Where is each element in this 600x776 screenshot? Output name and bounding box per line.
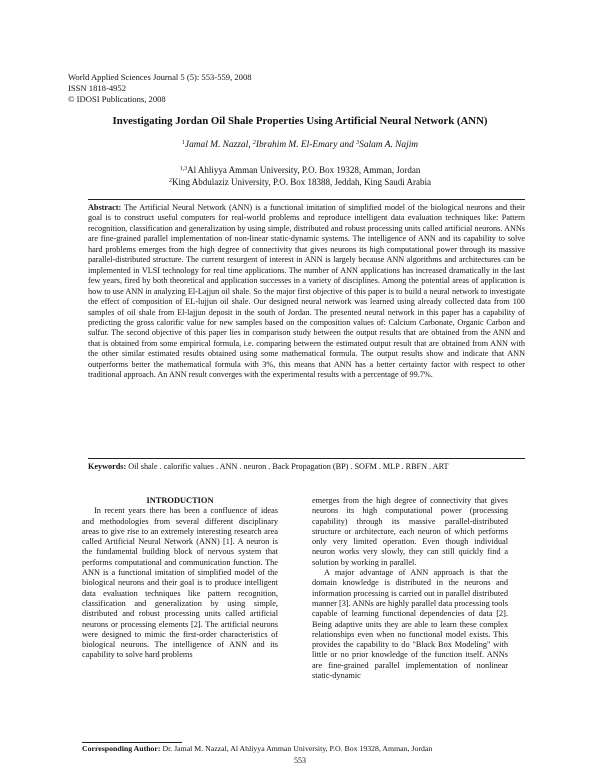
- affiliation-1-text: Al Ahliyya Amman University, P.O. Box 19328, Amman, Jordan: [187, 165, 421, 175]
- intro-paragraph-3: A major advantage of ANN approach is that the domain knowledge is distributed in the neurons and information processing is carried out in parallel distributed manner [3]. ANNs are highly parallel data processing tools capable of learning functional dependencies of data [2]. Being adaptive units they are able to learn these complex relationships even when no functional model exists. This provides the capability to do "Black Box Modeling" with little or no prior knowledge of the function itself. ANNs are fine-grained parallel implementation of nonlinear static-dynamic: [312, 568, 508, 681]
- keywords-text: Oil shale . calorific values . ANN . neuron . Back Propagation (BP) . SOFM . MLP . RBFN . ART: [128, 462, 449, 471]
- affiliation-1-sup: 1,3: [179, 166, 188, 172]
- abstract-bottom-rule: [88, 458, 525, 459]
- footnote-rule: [82, 742, 182, 743]
- journal-copyright: © IDOSI Publications, 2008: [68, 94, 166, 104]
- corresponding-label: Corresponding Author:: [82, 744, 161, 753]
- affiliations: [60, 164, 540, 188]
- abstract-label: Abstract:: [88, 203, 122, 212]
- keywords: [88, 462, 525, 473]
- left-column: [82, 496, 278, 661]
- abstract: [88, 203, 525, 381]
- keywords-label: Keywords:: [88, 462, 127, 471]
- journal-header: [68, 72, 252, 105]
- right-column: [312, 496, 508, 681]
- journal-issn: ISSN 1818-4952: [68, 83, 127, 93]
- abstract-text: The Artificial Neural Network (ANN) is a functional imitation of simplified model of the biological neurons and their goal is to construct useful computers for real-world problems and reproduce intelligent data evaluation techniques like: Pattern recognition, classification and generalization by using simple, distributed and robust processing units called artificial neurons. ANNs are fine-grained parallel implementation of non-linear static-dynamic systems. The intelligence of ANN and its capability to solve hard problems emerges from the high degree of connectivity that gives neurons its high computational power through its massive parallel-distributed structure. The current resurgent of interest in ANN is largely because ANN algorithms and architectures can be implemented in VLSI technology for real time applications. The number of ANN applications has increased dramatically in the last few years, fired by both theoretical and application successes in a variety of disciplines. Among the potential areas of application is how to use ANN in analyzing El-Lajjun oil shale. So the major first objective of this paper is to build a neural network to investigate the effect of composition of EL-lujjun oil shale. Our designed neural network was learned using already collected data from 100 samples of oil shale from El-lajjun deposit in the south of Jordan. The presented neural network in this paper has a capability of predicting the gross calorific value for new samples based on the composition values of: Calcium Carbonate, Organic Carbon and sulfur. The second objective of this paper lies in comparison study between the output results that are obtained from the ANN and that is obtained from some empirical formula, i.e. comparing between the estimated output result that are obtained from ANN with the other similar estimated results obtained using some mathematical formula. The output results show and indicate that ANN outperforms better the mathematical formula with 3%, this means that ANN has a better certainty factor with respect to other traditional approach. An ANN result converges with the experimental results with a percentage of 99.7%.: [88, 203, 525, 380]
- paper-title: Investigating Jordan Oil Shale Properties Using Artificial Neural Network (ANN): [112, 115, 488, 127]
- author-3-name: Salam A. Najim: [359, 140, 419, 150]
- author-list: [60, 140, 540, 150]
- author-3-sup: 3: [356, 140, 360, 146]
- corresponding-author: [82, 744, 432, 753]
- author-2-sup: 2: [252, 140, 256, 146]
- affiliation-2-text: King Abdulaziz University, P.O. Box 18388, Jeddah, King Saudi Arabia: [172, 177, 431, 187]
- section-heading-introduction: INTRODUCTION: [146, 496, 214, 505]
- abstract-top-rule: [88, 199, 525, 200]
- author-2-name: Ibrahim M. El-Emary and: [255, 140, 357, 150]
- author-1-name: Jamal M. Nazzal,: [184, 140, 253, 150]
- corresponding-text: Dr. Jamal M. Nazzal, Al Ahliyya Amman University, P.O. Box 19328, Amman, Jordan: [162, 744, 433, 753]
- affiliation-2-sup: 2: [169, 178, 173, 184]
- affiliation-1: [60, 164, 540, 176]
- intro-paragraph-1: In recent years there has been a confluence of ideas and methodologies from several different disciplinary areas to give rise to an extremely interesting research area called Artificial Neural Network (ANN) [1]. A neuron is the fundamental building block of nervous system that performs computational and communication function. The ANN is a functional imitation of simplified model of the biological neurons and their goal is to produce intelligent data evaluation techniques like pattern recognition, classification and generalization by using simple, distributed and robust processing units called artificial neurons or processing elements [2]. The artificial neurons were designed to mimic the first-order characteristics of biological neurons. The intelligence of ANN and its capability to solve hard problems: [82, 506, 278, 660]
- affiliation-2: [60, 176, 540, 188]
- author-1-sup: 1: [181, 140, 185, 146]
- page-number: 553: [294, 756, 306, 765]
- intro-paragraph-2: emerges from the high degree of connectivity that gives neurons its high computational power (processing capability) through its massive parallel-distributed structure or architecture, each neuron of which performs only very limited operation. Even though individual neuron works very slowly, they can still quickly find a solution by working in parallel.: [312, 496, 508, 567]
- journal-citation: World Applied Sciences Journal 5 (5): 553-559, 2008: [68, 72, 252, 82]
